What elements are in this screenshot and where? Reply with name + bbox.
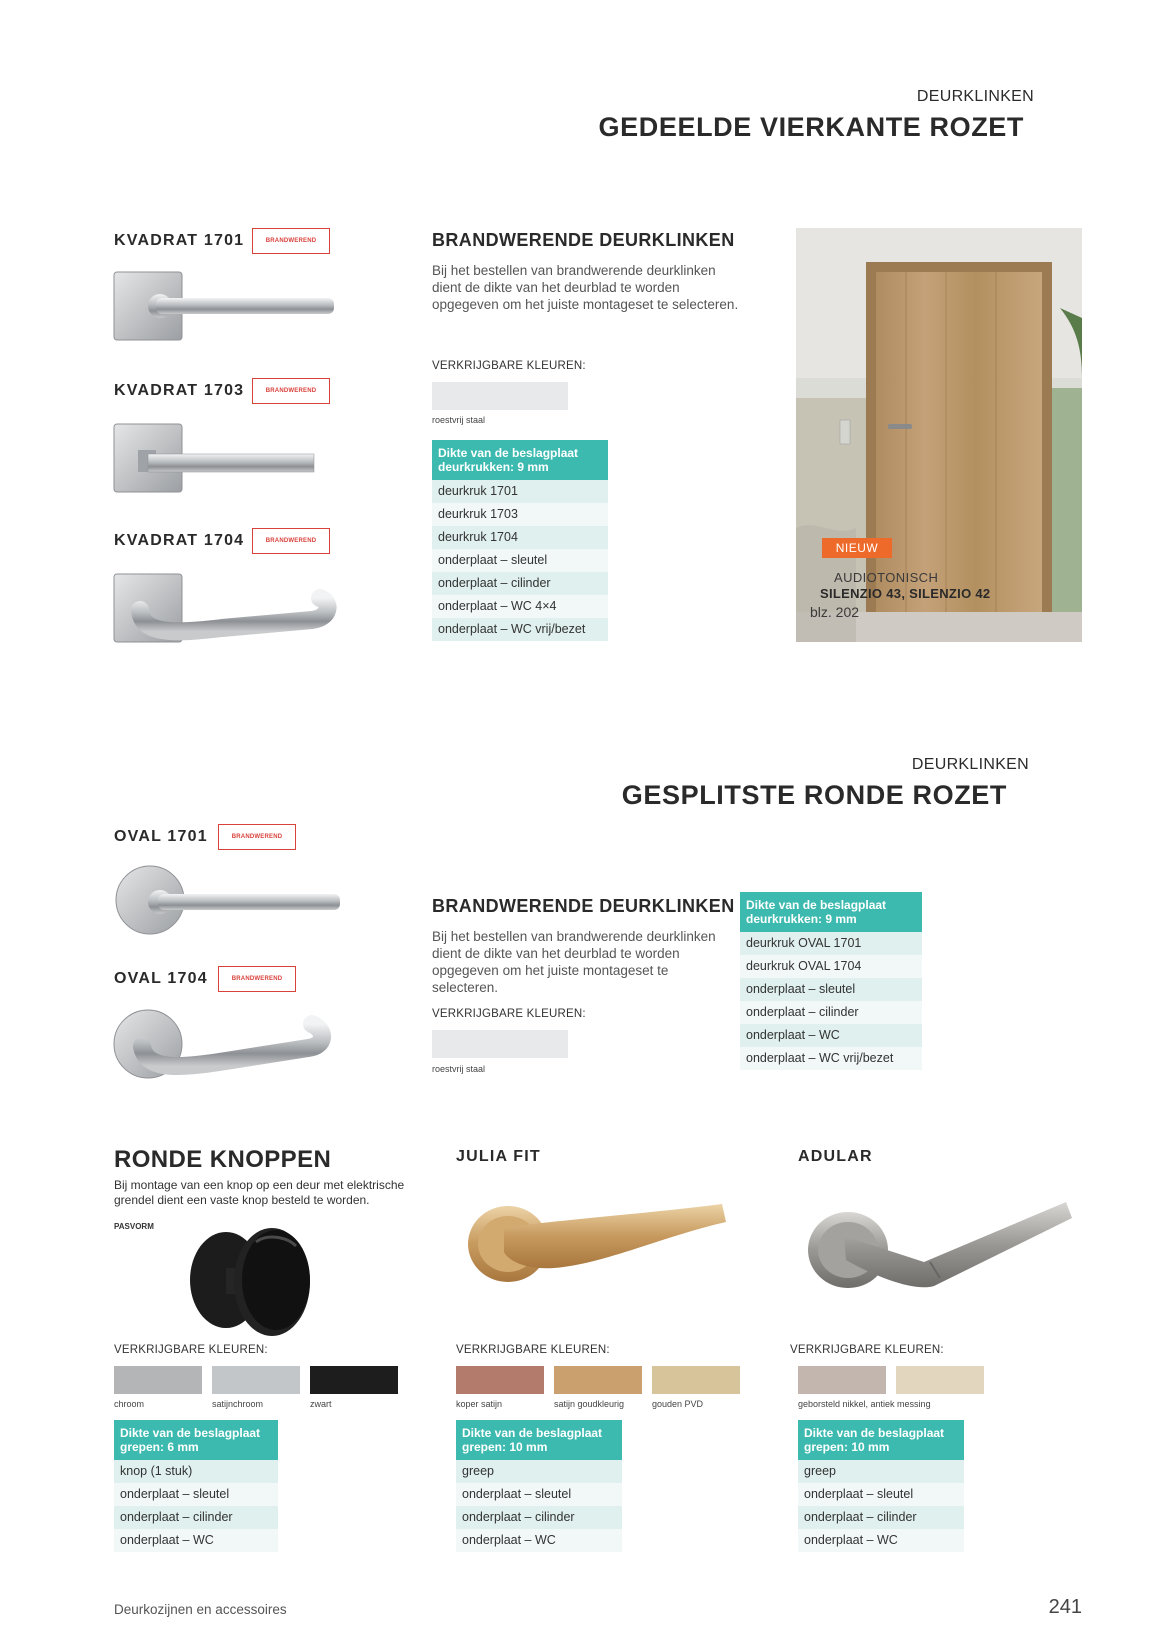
promo-page-ref: blz. 202	[810, 604, 860, 620]
kvadrat-1701-handle-image	[112, 268, 338, 344]
table-row: deurkruk 1701	[432, 480, 608, 503]
fire-resistant-badge: BRANDWEREND	[218, 824, 296, 850]
table-row: onderplaat – cilinder	[456, 1506, 622, 1529]
product-name-oval-1701: OVAL 1701	[114, 828, 208, 845]
knobs-title: RONDE KNOPPEN	[114, 1146, 332, 1173]
promo-door-photo[interactable]	[796, 228, 1082, 642]
julia-spec-table	[456, 1420, 622, 1552]
table-row: deurkruk 1703	[432, 503, 608, 526]
table-row: onderplaat – sleutel	[456, 1483, 622, 1506]
table-row: knop (1 stuk)	[114, 1460, 278, 1483]
table-row: onderplaat – sleutel	[432, 549, 608, 572]
table-row: onderplaat – sleutel	[798, 1483, 964, 1506]
table-row: onderplaat – sleutel	[114, 1483, 278, 1506]
fire-resistant-badge: BRANDWEREND	[252, 528, 330, 554]
table-header: Dikte van de beslagplaat grepen: 10 mm	[798, 1420, 964, 1460]
table-header: Dikte van de beslagplaat deurkrukken: 9 mm	[432, 440, 608, 480]
promo-line2: SILENZIO 43, SILENZIO 42	[820, 586, 991, 601]
table-row: onderplaat – cilinder	[740, 1001, 922, 1024]
table-row: onderplaat – WC	[740, 1024, 922, 1047]
table-row: greep	[798, 1460, 964, 1483]
fire-resistant-badge: BRANDWEREND	[218, 966, 296, 992]
new-tag: NIEUW	[822, 538, 892, 558]
table-header: Dikte van de beslagplaat deurkrukken: 9 mm	[740, 892, 922, 932]
swatch-gouden-pvd	[652, 1366, 740, 1394]
table-header: Dikte van de beslagplaat grepen: 10 mm	[456, 1420, 622, 1460]
kvadrat-1704-handle-image	[112, 568, 338, 648]
product-name-kvadrat-1703: KVADRAT 1703	[114, 382, 245, 399]
table-row: deurkruk OVAL 1704	[740, 955, 922, 978]
swatch-satijnchroom	[212, 1366, 300, 1394]
swatch-label: geborsteld nikkel, antiek messing	[798, 1399, 931, 1409]
knobs-spec-table	[114, 1420, 278, 1552]
section2-spec-table	[740, 892, 922, 1070]
swatch-chroom	[114, 1366, 202, 1394]
knobs-colors-label: VERKRIJGBARE KLEUREN:	[114, 1344, 268, 1356]
table-row: onderplaat – cilinder	[432, 572, 608, 595]
table-row: deurkruk 1704	[432, 526, 608, 549]
footer-text: Deurkozijnen en accessoires	[114, 1602, 287, 1617]
swatch-label: roestvrij staal	[432, 1064, 486, 1074]
oval-1701-handle-image	[112, 862, 344, 938]
section2-kicker: DEURKLINKEN	[911, 756, 1029, 773]
oval-1704-handle-image	[112, 1002, 334, 1082]
swatch-label: gouden PVD	[652, 1399, 704, 1409]
julia-fit-handle-image	[464, 1194, 730, 1286]
section1-info-text: Bij het bestellen van brandwerende deurklinken dient de dikte van het deurblad te worden opgegeven om het juiste montageset te selecteren.	[432, 263, 739, 312]
promo-line1: AUDIOTONISCH	[834, 570, 939, 585]
swatch-label: satijnchroom	[212, 1399, 264, 1409]
section1-title: GEDEELDE VIERKANTE ROZET	[598, 112, 1024, 142]
table-row: onderplaat – WC	[798, 1529, 964, 1552]
product-name-kvadrat-1704: KVADRAT 1704	[114, 532, 245, 549]
round-knob-image	[186, 1222, 332, 1340]
table-header: Dikte van de beslagplaat grepen: 6 mm	[114, 1420, 278, 1460]
section1-kicker: DEURKLINKEN	[916, 88, 1034, 105]
section1-info-title: BRANDWERENDE DEURKLINKEN	[432, 230, 735, 250]
page-number: 241	[1048, 1596, 1082, 1618]
swatch-zwart	[310, 1366, 398, 1394]
section2-colors-label: VERKRIJGBARE KLEUREN:	[432, 1008, 586, 1020]
section1-spec-table	[432, 440, 608, 641]
product-name-oval-1704: OVAL 1704	[114, 970, 208, 987]
swatch-label: koper satijn	[456, 1399, 503, 1409]
adular-handle-image	[804, 1196, 1076, 1296]
table-row: onderplaat – WC vrij/bezet	[432, 618, 608, 641]
section2-title: GESPLITSTE RONDE ROZET	[621, 780, 1007, 810]
table-row: onderplaat – sleutel	[740, 978, 922, 1001]
table-row: onderplaat – WC	[456, 1529, 622, 1552]
fire-resistant-badge: BRANDWEREND	[252, 378, 330, 404]
table-row: onderplaat – WC	[114, 1529, 278, 1552]
kvadrat-1703-handle-image	[112, 420, 318, 496]
adular-spec-table	[798, 1420, 964, 1552]
swatch-stainless-steel	[432, 1030, 568, 1058]
swatch-satijn-goudkleurig	[554, 1366, 642, 1394]
knobs-text: Bij montage van een knop op een deur met elektrische grendel dient een vaste knop besteld te worden.	[114, 1178, 405, 1207]
swatch-label: roestvrij staal	[432, 415, 486, 425]
table-row: onderplaat – cilinder	[798, 1506, 964, 1529]
product-name-kvadrat-1701: KVADRAT 1701	[114, 232, 245, 249]
swatch-stainless-steel	[432, 382, 568, 410]
table-row: greep	[456, 1460, 622, 1483]
fire-resistant-badge: BRANDWEREND	[252, 228, 330, 254]
swatch-label: zwart	[310, 1399, 332, 1409]
knobs-subtitle: PASVORM	[114, 1222, 154, 1231]
section2-info-text: Bij het bestellen van brandwerende deurklinken dient de dikte van het deurblad te worden opgegeven om het juiste montageset te selecteren.	[432, 929, 716, 995]
swatch-koper-satijn	[456, 1366, 544, 1394]
swatch-label: satijn goudkleurig	[554, 1399, 625, 1409]
swatch-label: chroom	[114, 1399, 145, 1409]
table-row: onderplaat – cilinder	[114, 1506, 278, 1529]
table-row: deurkruk OVAL 1701	[740, 932, 922, 955]
section1-colors-label: VERKRIJGBARE KLEUREN:	[432, 360, 586, 372]
julia-colors-label: VERKRIJGBARE KLEUREN:	[456, 1344, 610, 1356]
swatch-antiek-messing	[896, 1366, 984, 1394]
table-row: onderplaat – WC 4×4	[432, 595, 608, 618]
adular-colors-label: VERKRIJGBARE KLEUREN:	[790, 1344, 944, 1356]
table-row: onderplaat – WC vrij/bezet	[740, 1047, 922, 1070]
adular-title: ADULAR	[798, 1148, 873, 1165]
swatch-geborsteld-nikkel	[798, 1366, 886, 1394]
julia-fit-title: JULIA FIT	[456, 1148, 541, 1165]
section2-info-title: BRANDWERENDE DEURKLINKEN	[432, 896, 735, 916]
